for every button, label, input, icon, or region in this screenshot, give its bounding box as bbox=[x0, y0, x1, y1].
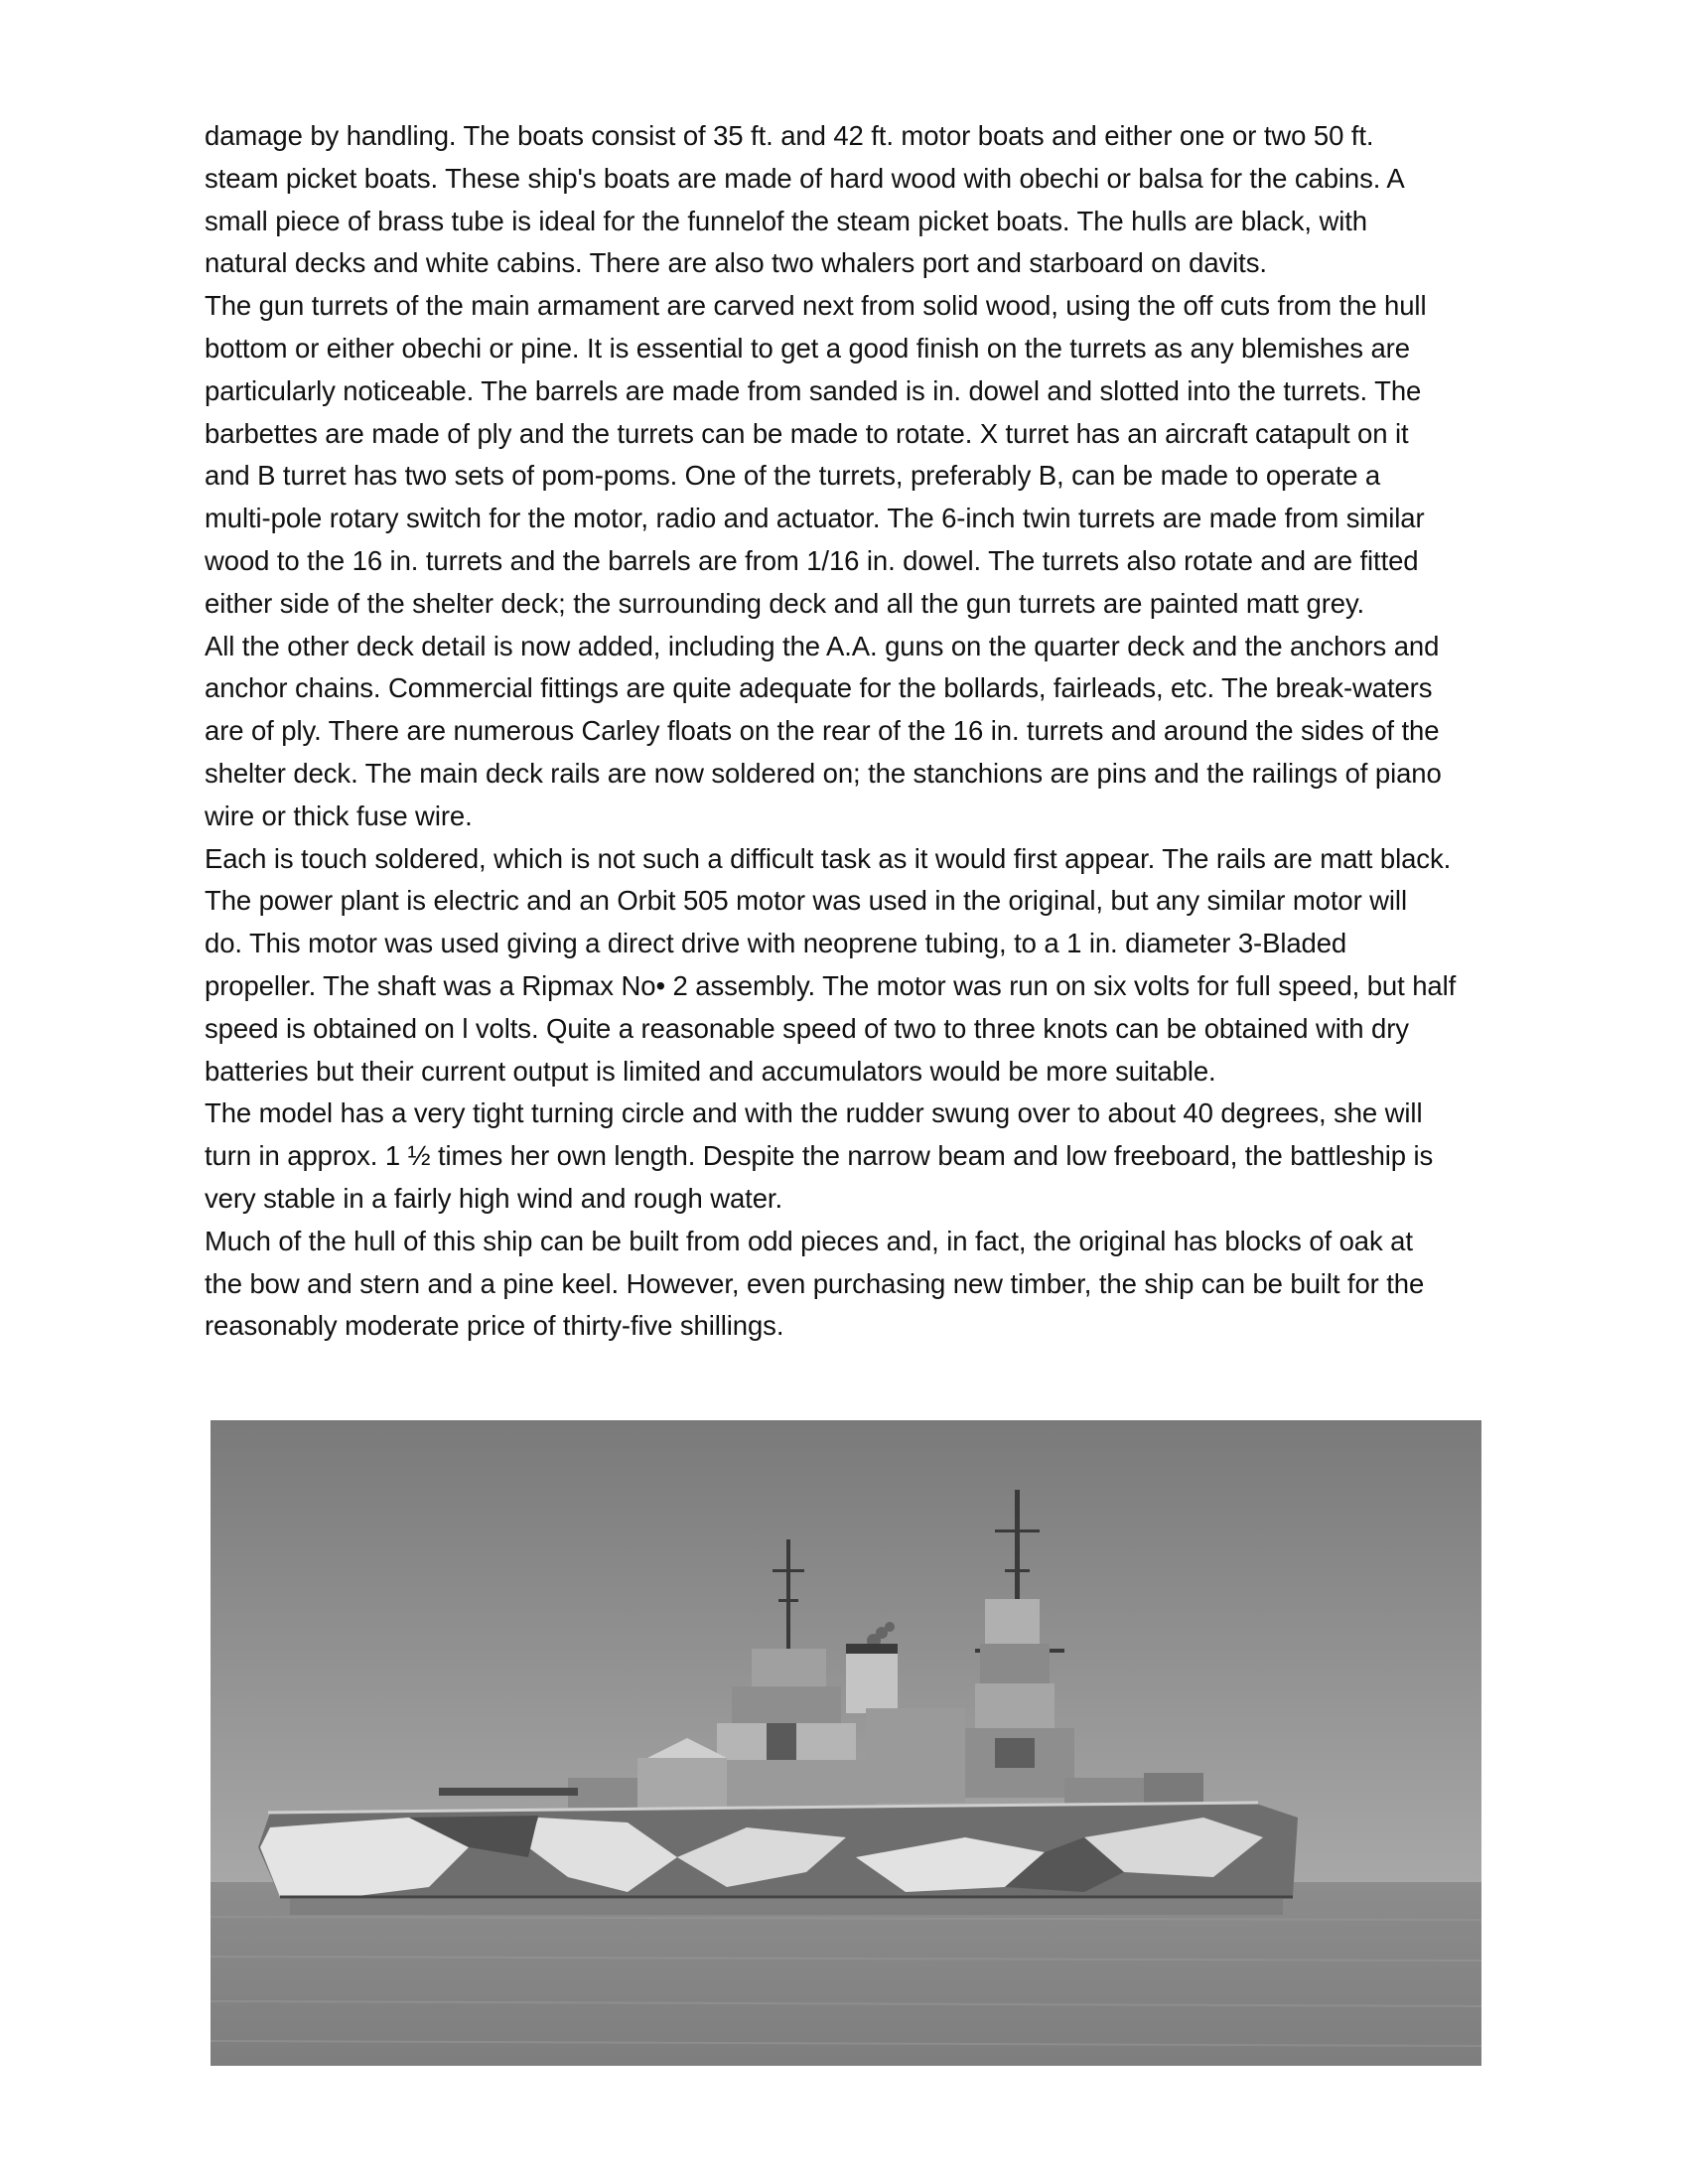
paragraph-cost: Much of the hull of this ship can be built from odd pieces and, in fact, the original has blocks of oak at the bow and stern and a pine keel. However, even purchasing new timber, the ship can be built for the reasonably moderate price of thirty-five shillings. bbox=[205, 1225, 1425, 1342]
paragraph-boats: damage by handling. The boats consist of 35 ft. and 42 ft. motor boats and either one or two 50 ft. steam picket boats. These ship's boats are made of hard wood with obechi or balsa for the cabins. A small piece of brass tube is ideal for the funnelof the steam picket boats. The hulls are black, with natural decks and white cabins. There are also two whalers port and starboard on davits. bbox=[205, 120, 1405, 279]
paragraph-handling: The model has a very tight turning circle and with the rudder swung over to about 40 degrees, she will turn in approx. 1 ½ times her own length. Despite the narrow beam and low freeboard, the battleship is very stable in a fairly high wind and rough water. bbox=[205, 1097, 1434, 1214]
paragraph-gun-turrets: The gun turrets of the main armament are carved next from solid wood, using the off cuts from the hull bottom or either obechi or pine. It is essential to get a good finish on the turrets as any blemishes are particularly noticeable. The barrels are made from sanded is in. dowel and slotted into the turrets. The barbettes are made of ply and the turrets can be made to rotate. X turret has an aircraft catapult on it and B turret has two sets of pom-poms. One of the turrets, preferably B, can be made to operate a multi-pole rotary switch for the motor, radio and actuator. The 6-inch twin turrets are made from similar wood to the 16 in. turrets and the barrels are from 1/16 in. dowel. The turrets also rotate and are fitted either side of the shelter deck; the surrounding deck and all the gun turrets are painted matt grey. bbox=[205, 290, 1427, 619]
paragraph-deck-detail: All the other deck detail is now added, including the A.A. guns on the quarter deck and the anchors and anchor chains. Commercial fittings are quite adequate for the bollards, fairleads, etc. The break-waters are of ply. There are numerous Carley floats on the rear of the 16 in. turrets and around the sides of the shelter deck. The main deck rails are now soldered on; the stanchions are pins and the railings of piano wire or thick fuse wire. bbox=[205, 630, 1442, 831]
midship-structure bbox=[866, 1708, 965, 1803]
article-text bbox=[205, 115, 1495, 1348]
battleship-illustration bbox=[211, 1420, 1481, 2066]
hull-reflection bbox=[290, 1899, 1283, 1915]
hull bbox=[258, 1803, 1298, 1897]
paragraph-power-plant: Each is touch soldered, which is not such a difficult task as it would first appear. The rails are matt black. The power plant is electric and an Orbit 505 motor was used in the original, but any similar motor will do. This motor was used giving a direct drive with neoprene tubing, to a 1 in. diameter 3-Bladed propeller. The shaft was a Ripmax No• 2 assembly. The motor was run on six volts for full speed, but half speed is obtained on l volts. Quite a reasonable speed of two to three knots can be obtained with dry batteries but their current output is limited and accumulators would be more suitable. bbox=[205, 842, 1457, 1087]
battleship-photo bbox=[211, 1420, 1481, 2066]
funnel bbox=[846, 1644, 898, 1713]
